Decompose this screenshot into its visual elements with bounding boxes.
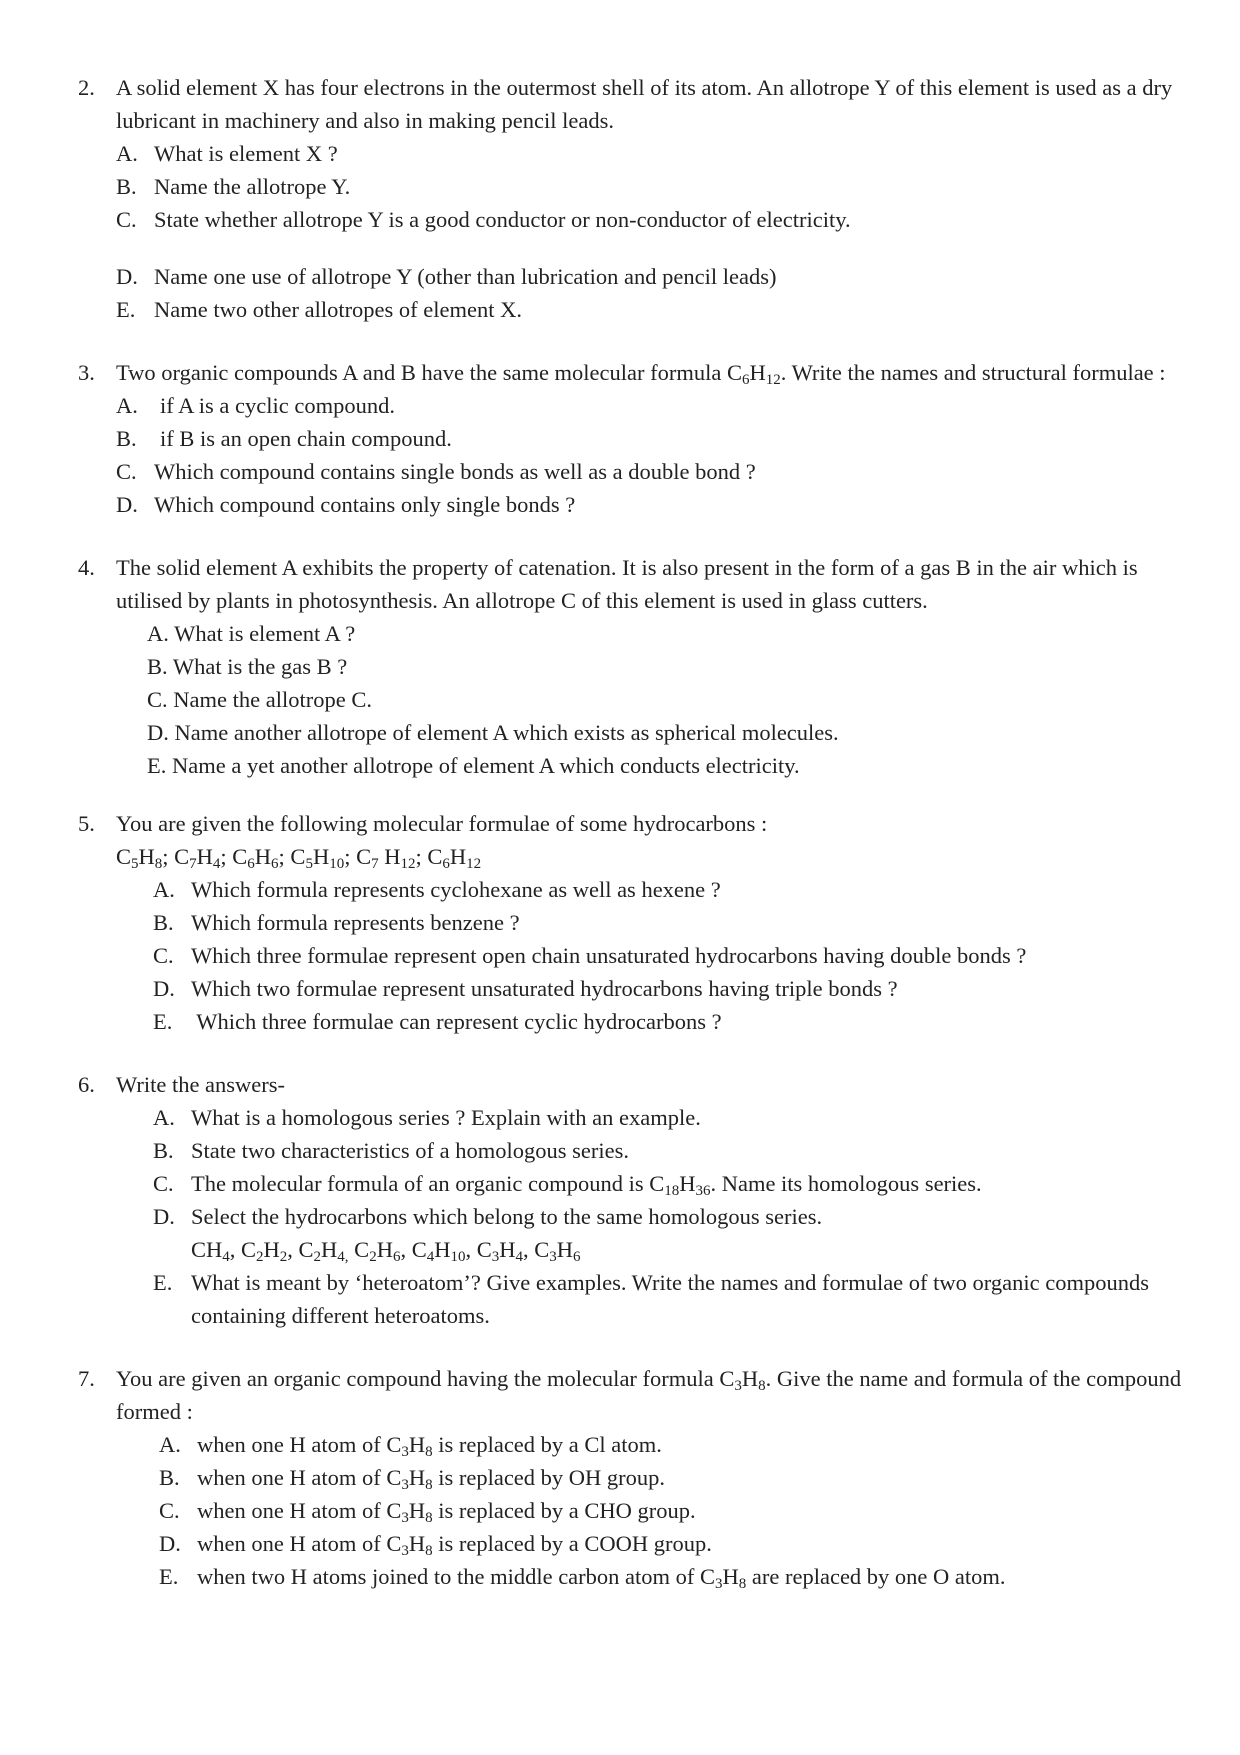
question-number: 2. bbox=[78, 75, 95, 100]
option-text: State two characteristics of a homologous series. bbox=[191, 1138, 630, 1163]
option-label: A. bbox=[116, 141, 138, 166]
spacer bbox=[116, 236, 1188, 260]
option-label: B. bbox=[116, 174, 137, 199]
option-list bbox=[116, 137, 1188, 326]
option-e bbox=[147, 749, 1188, 782]
option-a bbox=[159, 1428, 1188, 1461]
option-label: B. bbox=[159, 1465, 180, 1490]
option-label: D. bbox=[116, 264, 138, 289]
option-label: E. bbox=[159, 1564, 179, 1589]
option-text: Which compound contains single bonds as well as a double bond ? bbox=[154, 459, 756, 484]
option-label: C. bbox=[116, 207, 137, 232]
option-b bbox=[153, 1134, 1188, 1167]
option-label: A. bbox=[153, 877, 175, 902]
option-e bbox=[159, 1560, 1188, 1593]
option-e bbox=[153, 1005, 1188, 1038]
option-text: What is element A ? bbox=[174, 621, 356, 646]
option-label: D. bbox=[159, 1531, 181, 1556]
question-5 bbox=[78, 807, 1188, 1038]
option-label: B. bbox=[153, 910, 174, 935]
option-label: A. bbox=[116, 393, 138, 418]
option-text: Name the allotrope C. bbox=[173, 687, 372, 712]
option-label: B. bbox=[153, 1138, 174, 1163]
option-label: A. bbox=[147, 621, 169, 646]
option-list bbox=[153, 873, 1188, 1038]
question-text: Write the answers- bbox=[116, 1072, 286, 1097]
option-label: D. bbox=[147, 720, 169, 745]
option-d bbox=[147, 716, 1188, 749]
option-label: B. bbox=[116, 426, 137, 451]
option-text: Which three formulae can represent cyclic hydrocarbons ? bbox=[191, 1009, 722, 1034]
option-text: Name one use of allotrope Y (other than lubrication and pencil leads) bbox=[154, 264, 777, 289]
option-text: Name another allotrope of element A which exists as spherical molecules. bbox=[174, 720, 839, 745]
question-number: 5. bbox=[78, 811, 95, 836]
question-7 bbox=[78, 1362, 1188, 1593]
question-text: A solid element X has four electrons in the outermost shell of its atom. An allotrope Y of this element is used as a dry lubricant in machinery and also in making pencil leads. bbox=[116, 75, 1173, 133]
option-text: when two H atoms joined to the middle carbon atom of $C_3H_8$ are replaced by one O atom. bbox=[197, 1564, 1006, 1592]
question-6 bbox=[78, 1068, 1188, 1332]
option-c bbox=[147, 683, 1188, 716]
question-number: 3. bbox=[78, 360, 95, 385]
option-c bbox=[116, 203, 1188, 236]
option-text: The molecular formula of an organic compound is $C_{18}H_{36}$. Name its homologous series. bbox=[191, 1171, 982, 1199]
option-label: A. bbox=[153, 1105, 175, 1130]
option-a bbox=[153, 1101, 1188, 1134]
question-2 bbox=[78, 71, 1188, 326]
option-label: D. bbox=[116, 492, 138, 517]
option-label: C. bbox=[153, 943, 174, 968]
question-number: 7. bbox=[78, 1366, 95, 1391]
option-a bbox=[147, 617, 1188, 650]
option-text: Which formula represents cyclohexane as well as hexene ? bbox=[191, 877, 721, 902]
option-list bbox=[159, 1428, 1188, 1593]
question-text: Two organic compounds A and B have the same molecular formula $C_6H_{12}$. Write the names and structural formulae : bbox=[116, 360, 1166, 388]
option-e bbox=[116, 293, 1188, 326]
option-label: C. bbox=[147, 687, 168, 712]
option-d bbox=[116, 488, 1188, 521]
question-text: You are given the following molecular formulae of some hydrocarbons : bbox=[116, 811, 768, 836]
option-label: E. bbox=[153, 1009, 173, 1034]
option-d bbox=[116, 260, 1188, 293]
option-text: Name two other allotropes of element X. bbox=[154, 297, 523, 322]
question-number: 4. bbox=[78, 555, 95, 580]
option-list bbox=[153, 1101, 1188, 1332]
option-label: E. bbox=[153, 1270, 173, 1295]
option-e bbox=[153, 1266, 1188, 1332]
option-b bbox=[116, 170, 1188, 203]
option-c bbox=[159, 1494, 1188, 1527]
question-text: You are given an organic compound having the molecular formula $C_3H_8$. Give the name and formula of the compound formed : bbox=[116, 1366, 1182, 1424]
option-label: D. bbox=[153, 1204, 175, 1229]
option-text: when one H atom of $C_3H_8$ is replaced by OH group. bbox=[197, 1465, 666, 1493]
option-text: if A is a cyclic compound. bbox=[160, 393, 395, 418]
option-label: D. bbox=[153, 976, 175, 1001]
option-b bbox=[116, 422, 1188, 455]
option-text: when one H atom of $C_3H_8$ is replaced by a CHO group. bbox=[197, 1498, 696, 1526]
option-text: Which two formulae represent unsaturated hydrocarbons having triple bonds ? bbox=[191, 976, 898, 1001]
option-text: What is the gas B ? bbox=[172, 654, 348, 679]
option-c bbox=[116, 455, 1188, 488]
option-b bbox=[159, 1461, 1188, 1494]
option-text: when one H atom of $C_3H_8$ is replaced by a COOH group. bbox=[197, 1531, 712, 1559]
option-text: Which three formulae represent open chain unsaturated hydrocarbons having double bonds ? bbox=[191, 943, 1027, 968]
option-label: E. bbox=[147, 753, 167, 778]
option-b bbox=[147, 650, 1188, 683]
option-a bbox=[116, 389, 1188, 422]
option-text: Which compound contains only single bonds ? bbox=[154, 492, 576, 517]
option-d bbox=[159, 1527, 1188, 1560]
option-a bbox=[116, 137, 1188, 170]
question-3 bbox=[78, 356, 1188, 521]
option-label: C. bbox=[116, 459, 137, 484]
option-a bbox=[153, 873, 1188, 906]
option-c bbox=[153, 1167, 1188, 1200]
option-b bbox=[153, 906, 1188, 939]
option-list bbox=[116, 389, 1188, 521]
option-text: Which formula represents benzene ? bbox=[191, 910, 520, 935]
option-text: State whether allotrope Y is a good conductor or non-conductor of electricity. bbox=[154, 207, 851, 232]
option-text: Name the allotrope Y. bbox=[154, 174, 351, 199]
option-c bbox=[153, 939, 1188, 972]
question-4 bbox=[78, 551, 1188, 782]
option-label: E. bbox=[116, 297, 136, 322]
question-text: The solid element A exhibits the property of catenation. It is also present in the form of a gas B in the air which is utilised by plants in photosynthesis. An allotrope C of this element is used in glass cutters. bbox=[116, 555, 1138, 613]
option-d bbox=[153, 972, 1188, 1005]
option-text: Name a yet another allotrope of element A which conducts electricity. bbox=[172, 753, 800, 778]
option-text: What is element X ? bbox=[154, 141, 338, 166]
option-text: What is meant by ‘heteroatom’? Give examples. Write the names and formulae of two organic compounds containing different heteroatoms. bbox=[191, 1270, 1149, 1328]
option-text: when one H atom of $C_3H_8$ is replaced by a Cl atom. bbox=[197, 1432, 662, 1460]
option-label: A. bbox=[159, 1432, 181, 1457]
option-text: if B is an open chain compound. bbox=[160, 426, 452, 451]
option-text: Select the hydrocarbons which belong to the same homologous series. $CH_4$, $C_2H_2$, $C_2H_{4,}$ $C_2H_6$, $C_4H_{10}$, $C_3H_4$, $C_3H_6$ bbox=[191, 1204, 823, 1265]
question-number: 6. bbox=[78, 1072, 95, 1097]
option-label: C. bbox=[153, 1171, 174, 1196]
option-list bbox=[147, 617, 1188, 782]
option-text: What is a homologous series ? Explain with an example. bbox=[191, 1105, 701, 1130]
option-label: C. bbox=[159, 1498, 180, 1523]
option-label: B. bbox=[147, 654, 168, 679]
option-d bbox=[153, 1200, 1188, 1266]
formula-list: $C_5H_8$; $C_7H_4$; $C_6H_6$; $C_5H_{10}$; $C_7$ $H_{12}$; $C_6H_{12}$ bbox=[116, 844, 482, 872]
